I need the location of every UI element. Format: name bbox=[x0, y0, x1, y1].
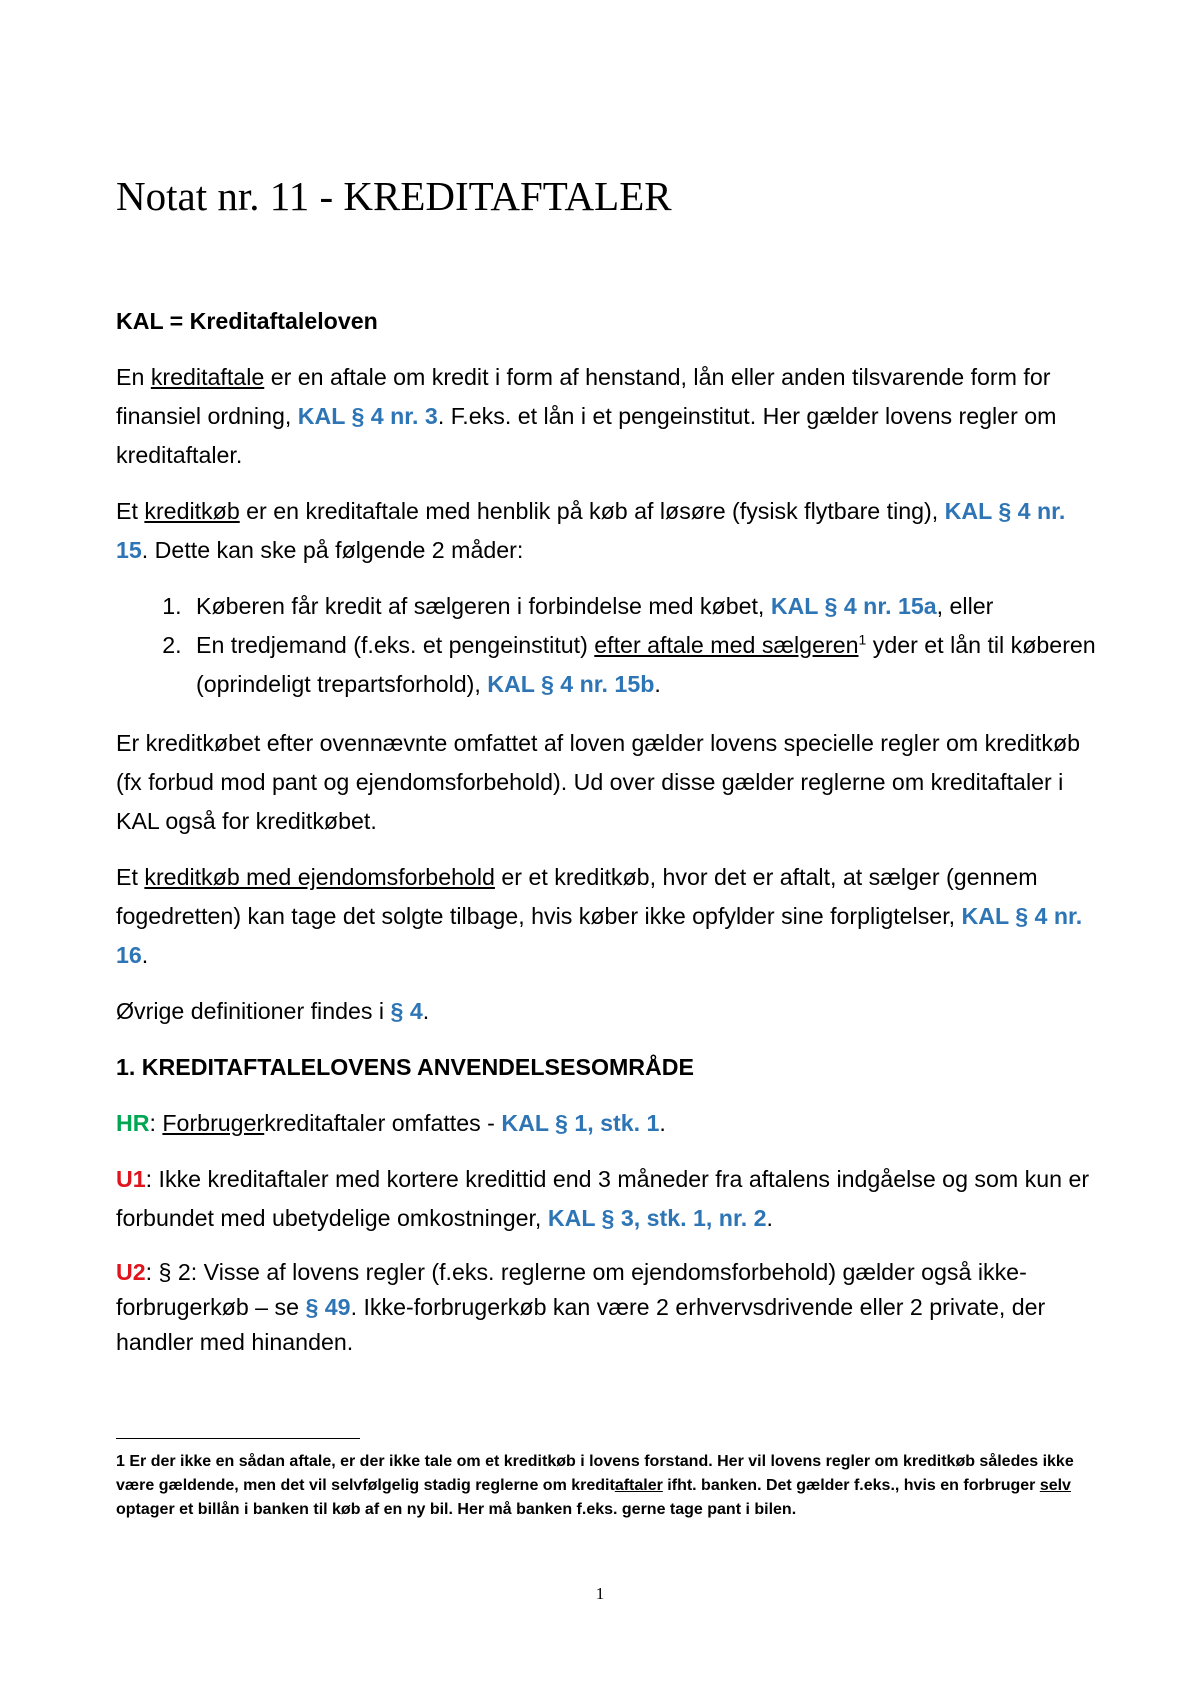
list-item: 1. Køberen får kredit af sælgeren i forbindelse med købet, KAL § 4 nr. 15a, eller bbox=[188, 587, 1096, 626]
exception-u1: U1: Ikke kreditaftaler med kortere kredittid end 3 måneder fra aftalens indgåelse og som kun er forbundet med ubetydelige omkostninger, KAL § 3, stk. 1, nr. 2. bbox=[116, 1166, 1090, 1231]
law-reference: KAL § 4 nr. 15b bbox=[487, 671, 655, 697]
law-reference: KAL § 4 nr. 15a bbox=[770, 593, 937, 619]
term-kreditaftale: kreditaftale bbox=[150, 364, 265, 390]
term-kreditkob-ejendomsforbehold: kreditkøb med ejendomsforbehold bbox=[144, 864, 495, 890]
term-kreditkob: kreditkøb bbox=[144, 498, 240, 524]
numbered-list bbox=[116, 587, 1096, 704]
law-reference: KAL § 4 nr. 3 bbox=[297, 403, 438, 429]
exception-u2: U2: § 2: Visse af lovens regler (f.eks. reglerne om ejendomsforbehold) gælder også ikke-forbrugerkøb – se § 49. Ikke-forbrugerkøb kan være 2 erhvervsdrivende eller 2 private, der handler med hinanden. bbox=[116, 1259, 1046, 1355]
u1-label: U1 bbox=[116, 1166, 146, 1192]
footnote: 1 Er der ikke en sådan aftale, er der ikke tale om et kreditkøb i lovens forstand. Her vil lovens regler om kreditkøb således ikke være gældende, men det vil selvfølgelig stadig reglerne om kreditaftaler ifht. banken. Det gælder f.eks., hvis en forbruger selv optager et billån i banken til køb af en ny bil. Her må banken f.eks. gerne tage pant i bilen. bbox=[116, 1453, 1074, 1518]
abbreviation-line: KAL = Kreditaftaleloven bbox=[116, 308, 378, 334]
paragraph-kreditkob: Et kreditkøb er en kreditaftale med henblik på køb af løsøre (fysisk flytbare ting), KAL § 4 nr. 15. Dette kan ske på følgende 2 måder: bbox=[116, 498, 1066, 563]
term-forbruger: Forbruger bbox=[162, 1110, 265, 1136]
law-reference: § 49 bbox=[305, 1294, 351, 1320]
document-body bbox=[116, 302, 1096, 1377]
paragraph-kreditaftale: En kreditaftale er en aftale om kredit i form af henstand, lån eller anden tilsvarende form for finansiel ordning, KAL § 4 nr. 3. F.eks. et lån i et pengeinstitut. Her gælder lovens regler om kreditaftaler. bbox=[116, 364, 1057, 468]
document-title: Notat nr. 11 - KREDITAFTALER bbox=[116, 173, 672, 219]
u2-label: U2 bbox=[116, 1259, 146, 1285]
paragraph-definitioner: Øvrige definitioner findes i § 4. bbox=[116, 998, 430, 1024]
hr-label: HR bbox=[116, 1110, 150, 1136]
paragraph-ejendomsforbehold: Et kreditkøb med ejendomsforbehold er et kreditkøb, hvor det er aftalt, at sælger (gennem fogedretten) kan tage det solgte tilbage, hvis køber ikke opfylder sine forpligtelser, KAL § 4 nr. 16. bbox=[116, 864, 1083, 968]
list-item: 2. En tredjemand (f.eks. et pengeinstitut) efter aftale med sælgeren$^1$ yder et lån til køberen (oprindeligt trepartsforhold), KAL § 4 nr. 15b. bbox=[188, 626, 1096, 704]
law-reference: KAL § 4 nr. 16 bbox=[116, 903, 1083, 968]
footnote-separator bbox=[116, 1438, 360, 1439]
footnote-marker[interactable]: 1 bbox=[858, 631, 867, 648]
page-number: 1 bbox=[595, 1584, 605, 1603]
law-reference: KAL § 4 nr. 15 bbox=[116, 498, 1066, 563]
paragraph-kreditkobet: Er kreditkøbet efter ovennævnte omfattet af loven gælder lovens specielle regler om kreditkøb (fx forbud mod pant og ejendomsforbehold). Ud over disse gælder reglerne om kreditaftaler i KAL også for kreditkøbet. bbox=[116, 730, 1081, 834]
law-reference: KAL § 1, stk. 1 bbox=[501, 1110, 660, 1136]
section-heading: 1. KREDITAFTALELOVENS ANVENDELSESOMRÅDE bbox=[116, 1054, 695, 1080]
term-efter-aftale: efter aftale med sælgeren bbox=[594, 632, 859, 658]
law-reference: KAL § 3, stk. 1, nr. 2 bbox=[547, 1205, 767, 1231]
rule-hr: HR: Forbrugerkreditaftaler omfattes - KAL § 1, stk. 1. bbox=[116, 1110, 666, 1136]
law-reference: § 4 bbox=[390, 998, 423, 1024]
